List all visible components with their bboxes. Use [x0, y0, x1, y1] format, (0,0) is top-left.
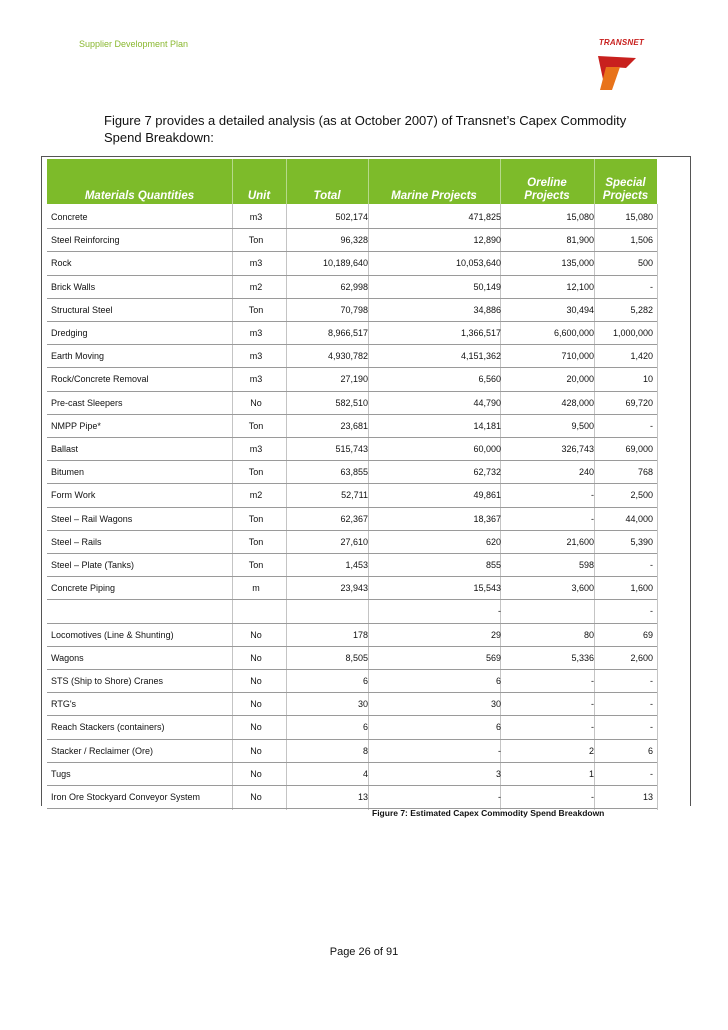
row-special: -	[650, 768, 653, 779]
row-marine: 6,560	[478, 374, 501, 385]
row-material: Steel – Rails	[51, 536, 102, 547]
header-materials: Materials Quantities	[84, 190, 195, 202]
row-unit: Ton	[248, 560, 264, 570]
row-oreline: 240	[578, 467, 594, 478]
row-oreline: 2	[588, 745, 594, 756]
row-oreline: -	[591, 676, 594, 686]
row-total: 4,930,782	[327, 351, 368, 362]
row-material: Steel – Plate (Tanks)	[51, 560, 135, 570]
row-unit: Ton	[248, 420, 264, 431]
table-row	[47, 647, 657, 670]
table-row	[47, 786, 657, 809]
row-marine: 29	[490, 629, 501, 640]
document-title: Supplier Development Plan	[79, 39, 189, 49]
row-oreline: 9,500	[571, 420, 594, 431]
row-oreline: 6,600,000	[553, 328, 594, 338]
row-special: -	[650, 281, 653, 292]
row-marine: 60,000	[473, 444, 501, 454]
row-special: 15,080	[625, 212, 653, 222]
table-row	[47, 740, 657, 763]
row-unit: m3	[249, 351, 263, 362]
row-oreline: 12,100	[566, 281, 594, 292]
row-oreline: 428,000	[561, 397, 594, 408]
figure-caption: Figure 7: Estimated Capex Commodity Spend Breakdown	[372, 808, 605, 818]
row-marine: 30	[490, 699, 501, 710]
row-special: -	[650, 606, 653, 617]
row-material: Pre-cast Sleepers	[51, 397, 123, 408]
table-row	[47, 392, 657, 415]
row-material: Reach Stackers (containers)	[51, 722, 165, 733]
table-row	[47, 670, 657, 693]
row-special: -	[650, 699, 653, 710]
row-special: 768	[637, 467, 653, 478]
row-total: 6	[362, 676, 368, 686]
row-marine: 50,149	[473, 281, 501, 292]
row-special: 69,720	[625, 397, 653, 408]
header-oreline-line2: Projects	[524, 190, 570, 202]
row-material: Brick Walls	[51, 281, 96, 292]
row-unit: m3	[249, 328, 263, 338]
table-row	[47, 484, 657, 507]
row-total: 52,711	[341, 490, 368, 501]
row-special: -	[650, 560, 653, 570]
row-material: Ballast	[51, 444, 79, 454]
row-material: Rock/Concrete Removal	[51, 374, 149, 385]
row-total: 70,798	[340, 304, 368, 315]
row-total: 23,681	[340, 420, 368, 431]
row-oreline: 20,000	[566, 374, 594, 385]
table-row	[47, 415, 657, 438]
row-special: -	[650, 722, 653, 733]
row-material: RTG's	[51, 699, 77, 710]
row-material: Concrete	[51, 212, 88, 222]
row-total: 96,328	[340, 235, 368, 246]
row-oreline: 81,900	[566, 235, 594, 246]
row-unit: No	[250, 652, 262, 663]
row-unit: m2	[249, 281, 263, 292]
row-total: 6	[362, 722, 368, 733]
row-total: 63,855	[340, 467, 368, 478]
row-marine: 6	[495, 722, 501, 733]
row-marine: 620	[485, 536, 501, 547]
row-oreline: -	[591, 490, 594, 501]
row-oreline: -	[591, 792, 594, 802]
row-unit: No	[250, 397, 262, 408]
row-marine: 18,367	[473, 513, 501, 524]
row-unit: Ton	[248, 467, 264, 478]
row-material: Concrete Piping	[51, 583, 116, 594]
row-material: Steel – Rail Wagons	[51, 513, 133, 524]
row-unit: No	[250, 745, 262, 756]
table-row	[47, 554, 657, 577]
row-marine: -	[498, 745, 501, 756]
row-marine: 34,886	[473, 304, 501, 315]
row-marine: -	[498, 606, 501, 617]
row-total: 4	[362, 768, 368, 779]
row-oreline	[505, 600, 594, 622]
row-oreline: 710,000	[561, 351, 594, 362]
table-row	[47, 531, 657, 554]
row-marine: 10,053,640	[455, 258, 501, 269]
row-marine: 44,790	[473, 397, 501, 408]
row-special: 44,000	[625, 513, 653, 524]
row-marine: 6	[495, 676, 501, 686]
table-row	[47, 763, 657, 786]
row-unit: No	[250, 722, 262, 733]
row-marine: 14,181	[473, 420, 501, 431]
row-special: 500	[637, 258, 653, 269]
row-oreline: -	[591, 513, 594, 524]
header-marine: Marine Projects	[391, 190, 477, 202]
row-unit: m3	[249, 444, 263, 454]
row-oreline: 135,000	[561, 258, 594, 269]
row-unit: m2	[249, 490, 263, 501]
table-row	[47, 693, 657, 716]
row-oreline: 15,080	[566, 212, 594, 222]
row-unit: No	[250, 699, 262, 710]
row-oreline: 30,494	[566, 304, 594, 315]
table-row	[47, 461, 657, 484]
row-oreline: 3,600	[571, 583, 594, 594]
row-special: 5,282	[630, 304, 653, 315]
row-total: 27,190	[340, 374, 368, 385]
row-unit: Ton	[248, 513, 264, 524]
column-divider	[657, 204, 658, 810]
table-row	[47, 322, 657, 345]
row-special: 69	[642, 629, 653, 640]
row-special: 13	[642, 792, 653, 802]
row-marine: 3	[495, 768, 501, 779]
table-row	[47, 252, 657, 275]
logo-wordmark: TRANSNET	[598, 38, 644, 47]
row-marine: 471,825	[468, 212, 501, 222]
table-row	[47, 438, 657, 461]
table-row	[47, 206, 657, 229]
table-row	[47, 600, 657, 623]
row-material: Dredging	[51, 328, 88, 338]
row-unit: m	[252, 583, 260, 594]
row-oreline: 1	[588, 768, 594, 779]
row-material: Rock	[51, 258, 72, 269]
row-marine: 855	[485, 560, 501, 570]
row-marine: 12,890	[473, 235, 501, 246]
row-material: Tugs	[51, 768, 71, 779]
row-marine: 49,861	[473, 490, 501, 501]
table-row	[47, 716, 657, 739]
header-total: Total	[313, 190, 341, 202]
header-oreline-line1: Oreline	[527, 177, 567, 189]
row-unit: Ton	[248, 235, 264, 246]
row-material: Wagons	[51, 652, 84, 663]
row-material: Bitumen	[51, 467, 85, 478]
row-marine: 15,543	[473, 583, 501, 594]
row-total: 8,505	[345, 652, 368, 663]
row-unit: Ton	[248, 536, 264, 547]
row-oreline: 326,743	[561, 444, 594, 454]
row-unit: No	[250, 792, 262, 802]
row-total: 582,510	[335, 397, 368, 408]
row-special: -	[650, 676, 653, 686]
row-total: 27,610	[340, 536, 368, 547]
row-special: 10	[642, 374, 653, 385]
row-total: 10,189,640	[322, 258, 368, 269]
row-special: 1,506	[630, 235, 653, 246]
row-material: NMPP Pipe*	[51, 420, 101, 431]
row-total: 1,453	[345, 560, 368, 570]
row-total: 178	[352, 629, 368, 640]
row-marine: 4,151,362	[460, 351, 501, 362]
row-special: 1,000,000	[612, 328, 653, 338]
row-total: 30	[357, 699, 368, 710]
row-marine: -	[498, 792, 501, 802]
table-row	[47, 276, 657, 299]
row-material: Stacker / Reclaimer (Ore)	[51, 745, 154, 756]
table-row	[47, 345, 657, 368]
row-oreline: 80	[583, 629, 594, 640]
row-material: Earth Moving	[51, 351, 105, 362]
row-total: 23,943	[340, 583, 368, 594]
row-unit: No	[250, 676, 262, 686]
row-material: STS (Ship to Shore) Cranes	[51, 676, 164, 686]
row-total: 13	[357, 792, 368, 802]
row-unit: m3	[249, 212, 263, 222]
row-total: 8	[362, 745, 368, 756]
row-special: 6	[647, 745, 653, 756]
row-total: 502,174	[335, 212, 368, 222]
row-marine: 62,732	[473, 467, 501, 478]
table-row	[47, 368, 657, 391]
row-special: 69,000	[625, 444, 653, 454]
header-unit: Unit	[247, 190, 271, 202]
table-row	[47, 508, 657, 531]
row-special: -	[650, 420, 653, 431]
page-number: Page 26 of 91	[329, 946, 399, 958]
row-unit: No	[250, 629, 262, 640]
table-row	[47, 229, 657, 252]
row-marine: 569	[485, 652, 501, 663]
row-total: 62,367	[340, 513, 368, 524]
row-total: 515,743	[335, 444, 368, 454]
row-unit	[232, 600, 280, 622]
row-total: 62,998	[340, 281, 368, 292]
row-unit: m3	[249, 258, 263, 269]
table-row	[47, 624, 657, 647]
row-material: Steel Reinforcing	[51, 235, 120, 246]
row-material: Locomotives (Line & Shunting)	[51, 629, 174, 640]
row-total: 8,966,517	[327, 328, 368, 338]
table-row	[47, 299, 657, 322]
row-unit: No	[250, 768, 262, 779]
table-row	[47, 577, 657, 600]
row-special: 1,600	[630, 583, 653, 594]
row-oreline: -	[591, 722, 594, 733]
transnet-logo	[586, 38, 644, 96]
row-material: Form Work	[51, 490, 96, 501]
intro-paragraph: Figure 7 provides a detailed analysis (as at October 2007) of Transnet’s Capex Commodity Spend Breakdown:	[104, 113, 627, 145]
header-special-line1: Special	[605, 177, 646, 189]
row-oreline: 598	[578, 560, 594, 570]
row-oreline: -	[591, 699, 594, 710]
row-special: 5,390	[630, 536, 653, 547]
row-special: 1,420	[630, 351, 653, 362]
row-unit: m3	[249, 374, 263, 385]
row-material: Structural Steel	[51, 304, 113, 315]
row-special: 2,500	[630, 490, 653, 501]
row-oreline: 21,600	[566, 536, 594, 547]
row-special: 2,600	[630, 652, 653, 663]
row-total	[287, 600, 368, 622]
logo-mark-icon	[586, 38, 644, 96]
row-oreline: 5,336	[571, 652, 594, 663]
row-marine: 1,366,517	[460, 328, 501, 338]
row-material: Iron Ore Stockyard Conveyor System	[51, 792, 201, 802]
row-unit: Ton	[248, 304, 264, 315]
header-special-line2: Projects	[602, 190, 649, 202]
